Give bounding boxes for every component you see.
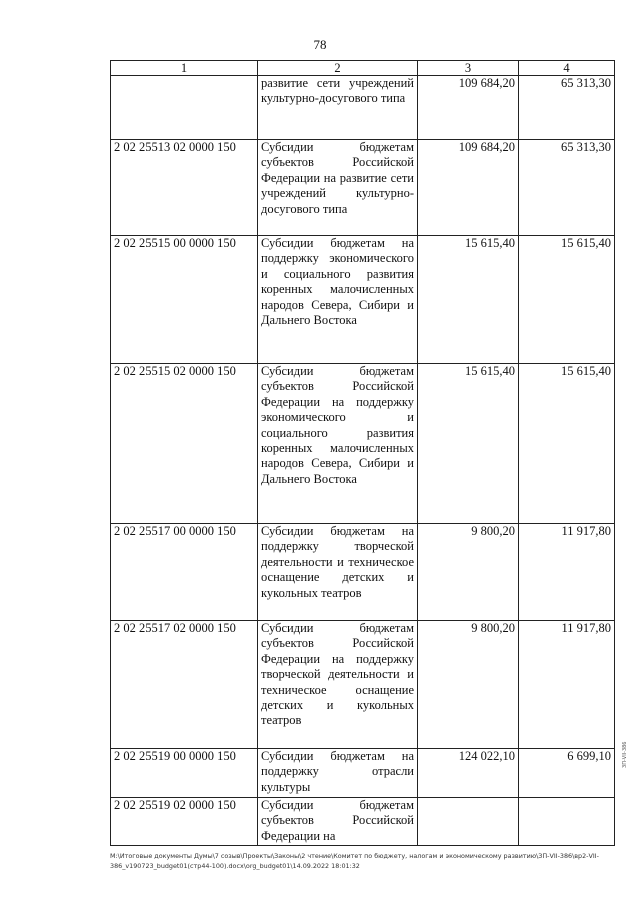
row-value-col4: 6 699,10 xyxy=(519,749,615,798)
row-value-col3: 15 615,40 xyxy=(418,236,519,364)
table-row xyxy=(111,798,615,846)
header-col-4: 4 xyxy=(519,61,615,76)
side-stamp-text: ЗП-VII-386 xyxy=(622,741,628,768)
table-row xyxy=(111,621,615,749)
row-name: Субсидии бюджетам на поддержку творческой деятельности и техническое оснащение детских и кукольных театров xyxy=(258,524,418,621)
row-code: 2 02 25517 02 0000 150 xyxy=(111,621,258,749)
row-value-col3 xyxy=(418,798,519,846)
table-row xyxy=(111,524,615,621)
row-value-col4: 65 313,30 xyxy=(519,76,615,140)
row-name: развитие сети учреждений культурно-досугового типа xyxy=(258,76,418,140)
row-name: Субсидии бюджетам на поддержку экономического и социального развития коренных малочисленных народов Севера, Сибири и Дальнего Востока xyxy=(258,236,418,364)
row-name: Субсидии бюджетам субъектов Российской Федерации на развитие сети учреждений культурно-досугового типа xyxy=(258,140,418,236)
row-code: 2 02 25517 00 0000 150 xyxy=(111,524,258,621)
page-number: 78 xyxy=(313,37,327,52)
row-value-col4 xyxy=(519,798,615,846)
row-value-col3: 9 800,20 xyxy=(418,524,519,621)
table-row xyxy=(111,364,615,524)
header-col-1: 1 xyxy=(111,61,258,76)
row-name: Субсидии бюджетам на поддержку отрасли культуры xyxy=(258,749,418,798)
row-value-col4: 15 615,40 xyxy=(519,236,615,364)
budget-table xyxy=(110,60,615,846)
table-row xyxy=(111,140,615,236)
header-col-2: 2 xyxy=(258,61,418,76)
row-name: Субсидии бюджетам субъектов Российской Федерации на поддержку экономического и социального развития коренных малочисленных народов Севера, Сибири и Дальнего Востока xyxy=(258,364,418,524)
row-value-col4: 15 615,40 xyxy=(519,364,615,524)
row-value-col3: 109 684,20 xyxy=(418,76,519,140)
row-code: 2 02 25519 00 0000 150 xyxy=(111,749,258,798)
footer-file-path: M:\Итоговые документы Думы\7 созыв\Проекты\Законы\2 чтение\Комитет по бюджету, налогам и экономическому развитию\ЗП-VII-386\вр2-VII-386_v190723_budget01(стр44-100).docx\org_budget01\14.09.2022 18:01:32 xyxy=(110,852,599,870)
row-name: Субсидии бюджетам субъектов Российской Федерации на поддержку творческой деятельности и техническое оснащение детских и кукольных театров xyxy=(258,621,418,749)
row-code: 2 02 25515 02 0000 150 xyxy=(111,364,258,524)
row-code: 2 02 25513 02 0000 150 xyxy=(111,140,258,236)
row-value-col4: 11 917,80 xyxy=(519,621,615,749)
row-name: Субсидии бюджетам субъектов Российской Федерации на xyxy=(258,798,418,846)
row-code: 2 02 25515 00 0000 150 xyxy=(111,236,258,364)
table-row xyxy=(111,76,615,140)
row-value-col3: 15 615,40 xyxy=(418,364,519,524)
row-value-col3: 9 800,20 xyxy=(418,621,519,749)
row-code: 2 02 25519 02 0000 150 xyxy=(111,798,258,846)
table-row xyxy=(111,236,615,364)
row-code xyxy=(111,76,258,140)
side-stamp xyxy=(622,648,632,768)
row-value-col3: 124 022,10 xyxy=(418,749,519,798)
table-header xyxy=(111,61,615,76)
table-row xyxy=(111,749,615,798)
row-value-col3: 109 684,20 xyxy=(418,140,519,236)
row-value-col4: 65 313,30 xyxy=(519,140,615,236)
header-col-3: 3 xyxy=(418,61,519,76)
row-value-col4: 11 917,80 xyxy=(519,524,615,621)
